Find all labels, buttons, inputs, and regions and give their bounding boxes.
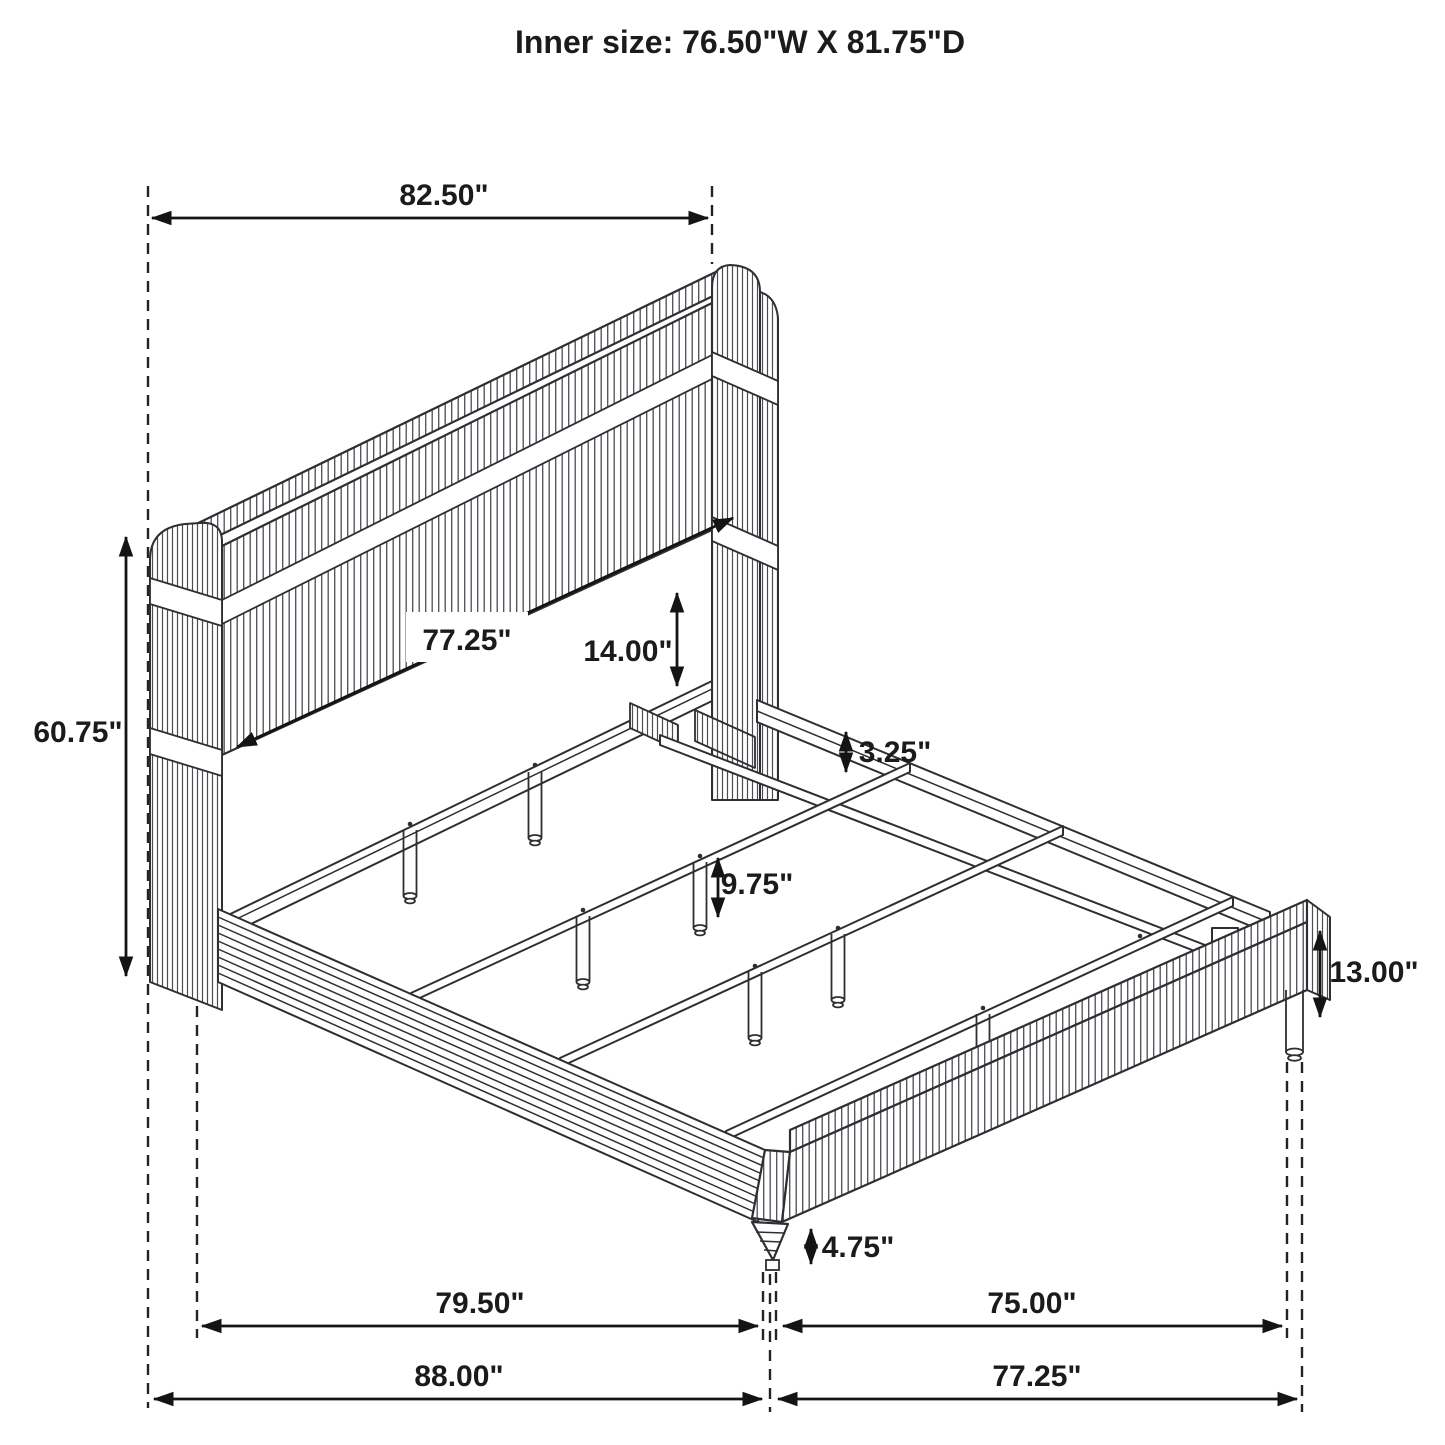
dim-inner-length bbox=[202, 1287, 758, 1326]
support-leg bbox=[749, 972, 762, 1045]
footboard-right-leg bbox=[1286, 990, 1303, 1061]
upholstered-surround bbox=[218, 900, 1330, 1270]
dim-headboard-width bbox=[152, 179, 708, 218]
dim-headboard-panel-width-label: 77.25" bbox=[422, 624, 512, 657]
dim-footboard-overall-width bbox=[778, 1360, 1297, 1399]
headboard-panel bbox=[222, 303, 712, 755]
dim-headboard-height-label: 60.75" bbox=[33, 716, 123, 749]
dim-headboard-width-label: 82.50" bbox=[399, 179, 489, 212]
dim-foot-leg-height-label: 4.75" bbox=[821, 1231, 895, 1264]
diagram-title: Inner size: 76.50"W X 81.75"D bbox=[514, 24, 966, 60]
dim-footboard-inner-width-label: 75.00" bbox=[987, 1287, 1077, 1320]
dim-headboard-clearance bbox=[583, 593, 677, 686]
dim-footboard-height bbox=[1320, 931, 1419, 1017]
dim-inner-length-label: 79.50" bbox=[435, 1287, 525, 1320]
dim-footboard-height-label: 13.00" bbox=[1329, 956, 1419, 989]
corner-cone-foot bbox=[752, 1222, 788, 1270]
dim-side-rail-height bbox=[846, 732, 931, 772]
dim-headboard-height bbox=[33, 537, 126, 976]
dim-support-leg-height bbox=[718, 858, 793, 917]
cross-slat-2 bbox=[560, 826, 1063, 1067]
support-leg bbox=[577, 916, 590, 989]
dim-footboard-overall-width-label: 77.25" bbox=[992, 1360, 1082, 1393]
dim-support-leg-height-label: 9.75" bbox=[720, 868, 794, 901]
dim-side-rail-height-label: 3.25" bbox=[858, 736, 932, 769]
dim-overall-length-label: 88.00" bbox=[414, 1360, 504, 1393]
support-leg bbox=[832, 934, 845, 1007]
footboard-right-cap bbox=[1307, 900, 1330, 1000]
dim-footboard-inner-width bbox=[783, 1287, 1282, 1326]
support-leg bbox=[694, 862, 707, 935]
dim-overall-length bbox=[154, 1360, 762, 1399]
dim-foot-leg-height bbox=[811, 1229, 894, 1264]
dim-headboard-clearance-label: 14.00" bbox=[583, 635, 673, 668]
footboard-top-face bbox=[790, 900, 1307, 1152]
